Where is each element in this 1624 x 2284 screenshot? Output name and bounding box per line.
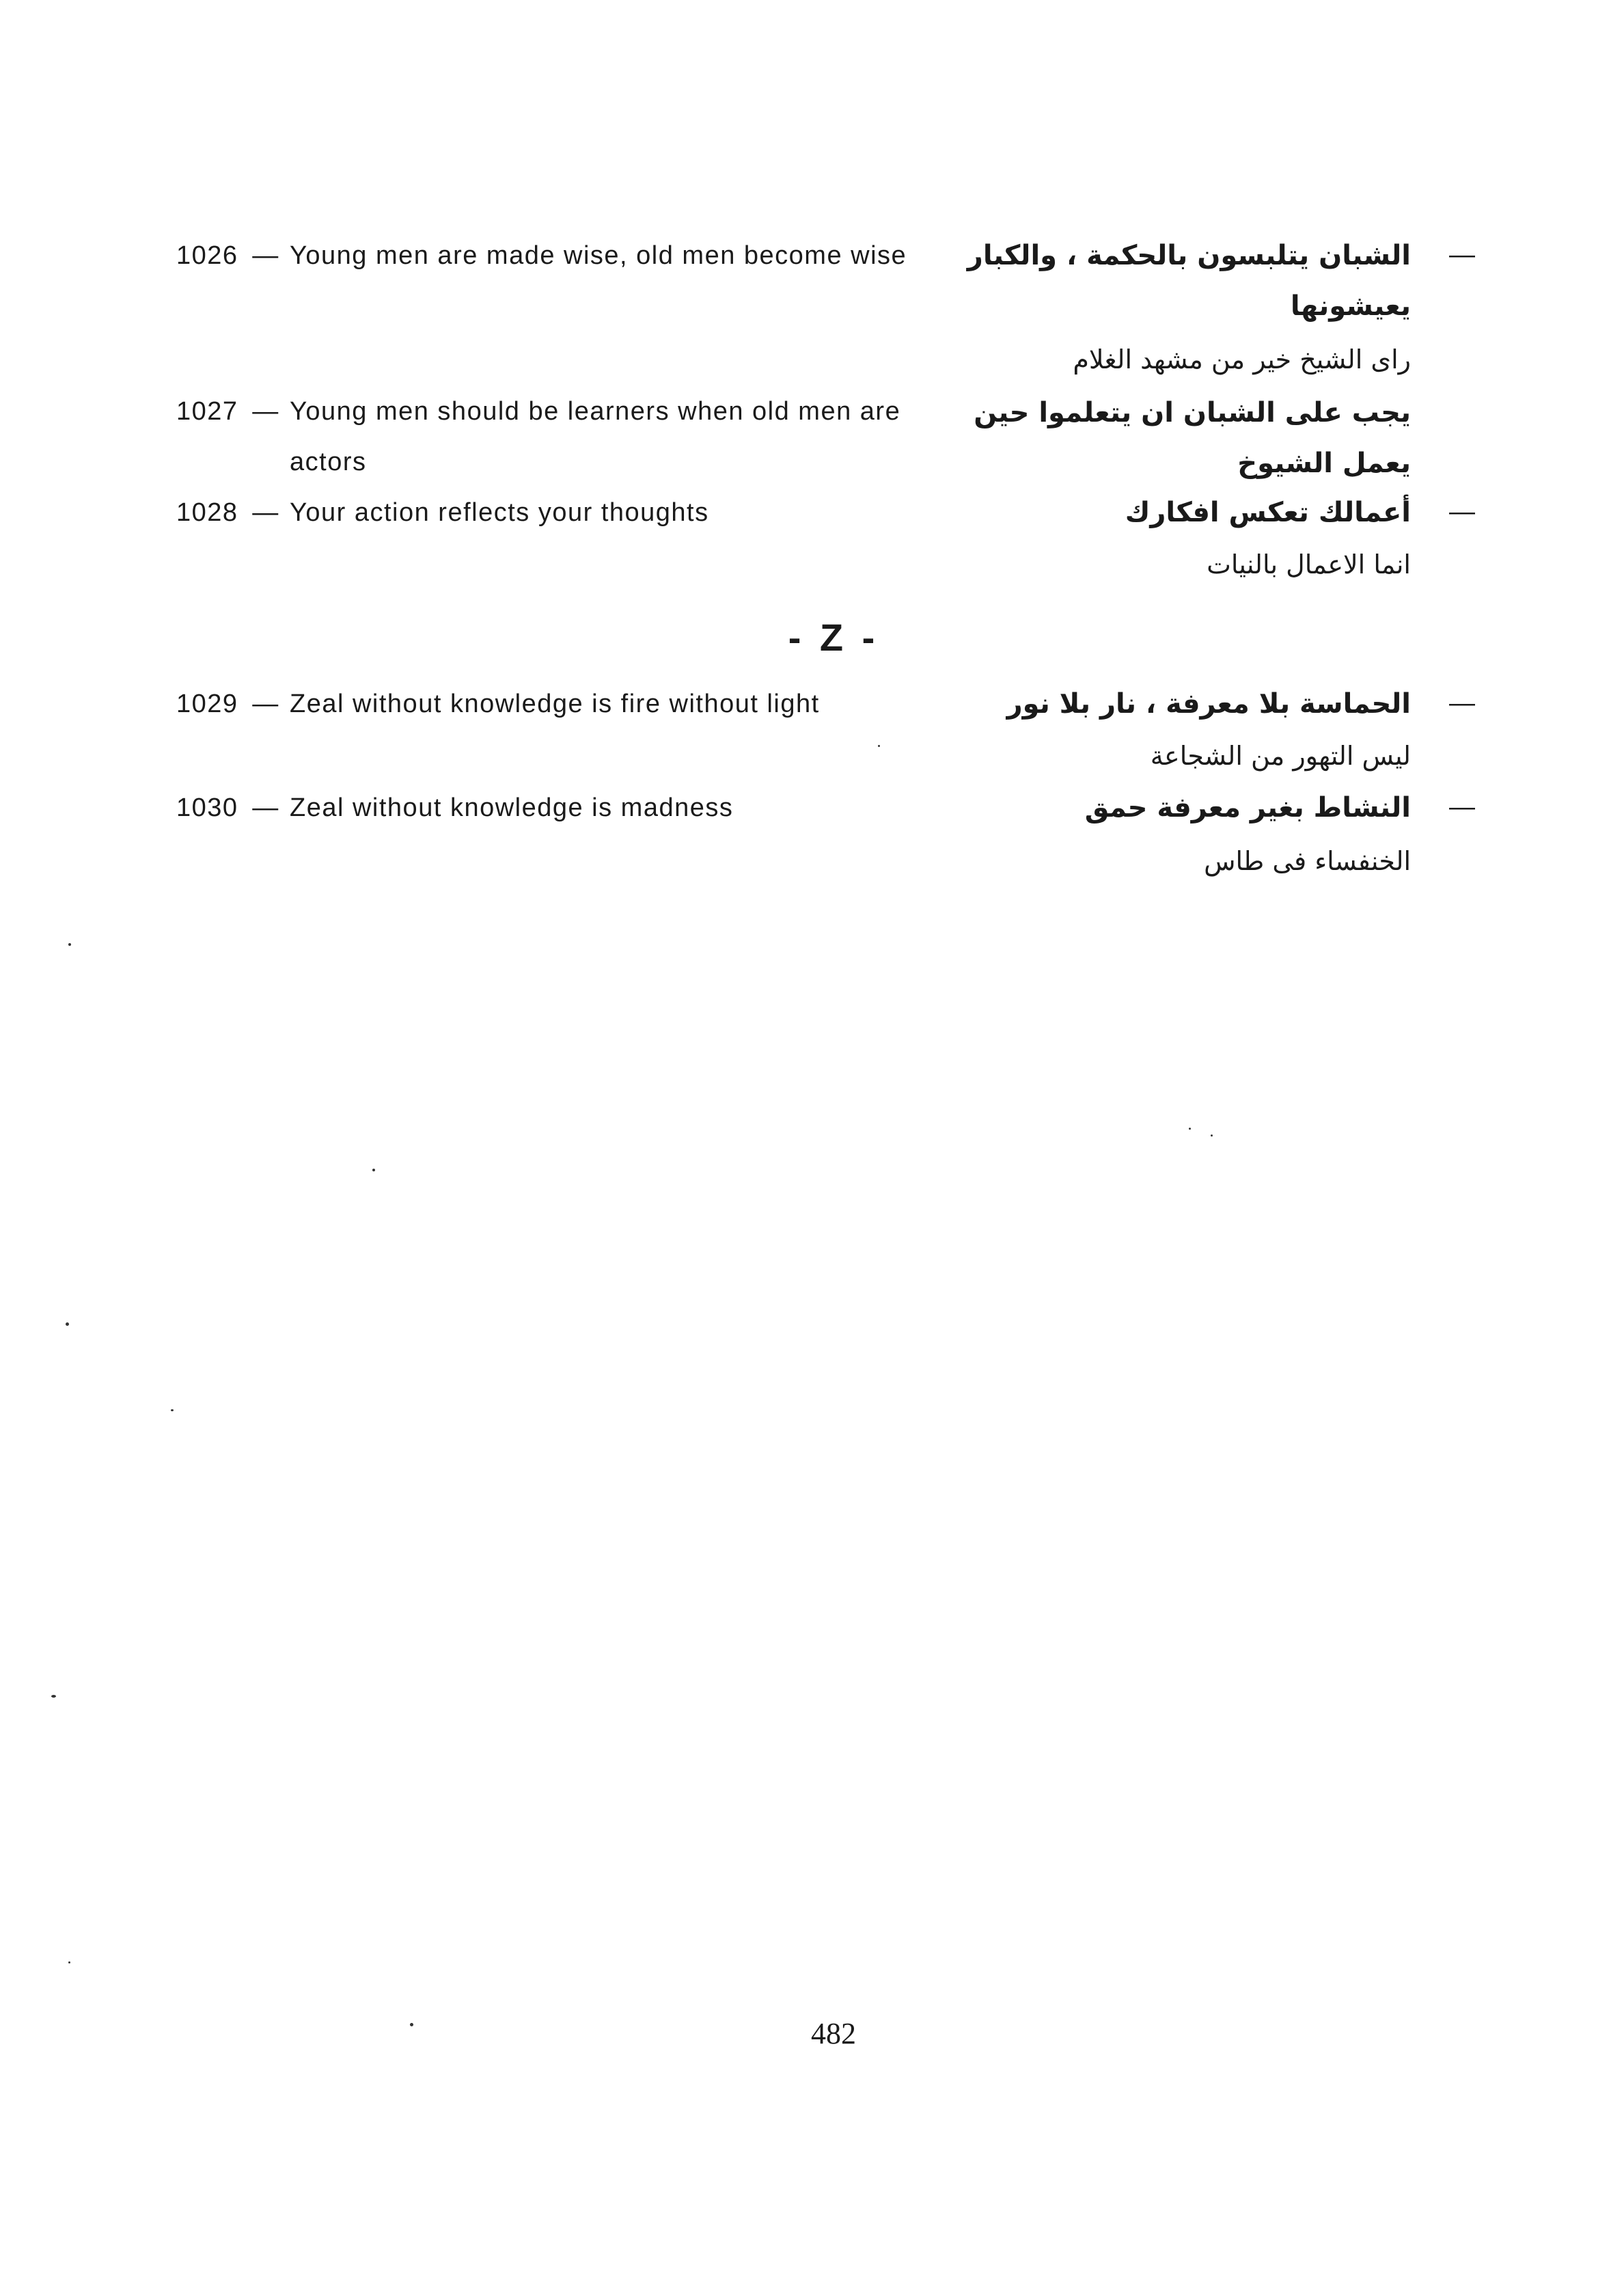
- english-proverb: Young men should be learners when old men are: [290, 397, 901, 426]
- english-proverb: Zeal without knowledge is madness: [290, 793, 734, 822]
- arabic-equivalent-proverb: الخنفساء فى طاس: [1204, 846, 1411, 876]
- scan-speck: [171, 1409, 174, 1411]
- scan-speck: [1211, 1134, 1213, 1137]
- entry-number: 1028: [176, 498, 238, 527]
- arabic-translation: الحماسة بلا معرفة ، نار بلا نور: [1006, 688, 1411, 720]
- scan-speck: [410, 2023, 413, 2026]
- english-proverb: Zeal without knowledge is fire without light: [290, 690, 820, 718]
- scan-speck: [51, 1695, 56, 1698]
- arabic-equivalent-proverb: راى الشيخ خير من مشهد الغلام: [1073, 344, 1411, 375]
- arabic-translation: يعمل الشيوخ: [1237, 448, 1411, 479]
- entry-dash: —: [252, 690, 279, 718]
- arabic-equivalent-proverb: انما الاعمال بالنيات: [1207, 549, 1411, 580]
- scan-speck: [372, 1169, 375, 1171]
- english-proverb-continuation: actors: [290, 448, 367, 476]
- entry-number: 1029: [176, 690, 238, 718]
- entry-number: 1026: [176, 241, 238, 270]
- arabic-translation: يجب على الشبان ان يتعلموا حين: [974, 397, 1411, 429]
- entry-1029-english: [176, 689, 820, 719]
- entry-1027-english: [176, 396, 900, 426]
- english-proverb: Your action reflects your thoughts: [290, 498, 709, 527]
- entry-number: 1030: [176, 793, 238, 822]
- entry-1028-english: [176, 498, 709, 528]
- scan-speck: [68, 1961, 70, 1963]
- arabic-dash: —: [1449, 241, 1475, 269]
- scan-speck: [66, 1322, 69, 1326]
- english-proverb: Young men are made wise, old men become wise: [290, 241, 907, 270]
- entry-dash: —: [252, 397, 279, 426]
- scan-speck: [1189, 1128, 1191, 1130]
- arabic-dash: —: [1449, 498, 1475, 526]
- section-letter-heading: - Z -: [788, 616, 879, 659]
- entry-1026-english: [176, 241, 907, 271]
- arabic-dash: —: [1449, 689, 1475, 718]
- scan-speck: [878, 745, 880, 747]
- entry-dash: —: [252, 498, 279, 527]
- entry-1030-english: [176, 793, 733, 823]
- entry-dash: —: [252, 241, 279, 270]
- arabic-translation: الشبان يتلبسون بالحكمة ، والكبار: [967, 240, 1411, 271]
- arabic-translation: النشاط بغير معرفة حمق: [1084, 792, 1411, 824]
- scan-speck: [68, 943, 71, 946]
- arabic-equivalent-proverb: ليس التهور من الشجاعة: [1150, 741, 1411, 771]
- arabic-translation: يعيشونها: [1290, 290, 1411, 322]
- arabic-translation: أعمالك تعكس افكارك: [1125, 497, 1411, 528]
- arabic-dash: —: [1449, 793, 1475, 821]
- entry-number: 1027: [176, 397, 238, 426]
- page-number: 482: [811, 2017, 856, 2050]
- entry-dash: —: [252, 793, 279, 822]
